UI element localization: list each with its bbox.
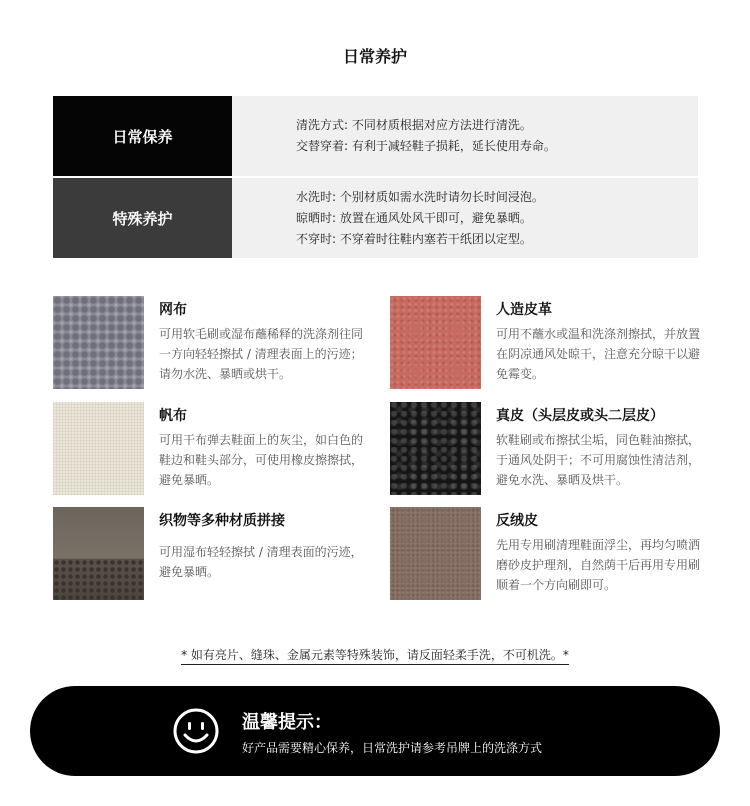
daily-care-label: 日常保养 (53, 96, 232, 176)
mesh-swatch (53, 296, 144, 389)
special-care-line: 晾晒时: 放置在通风处风干即可，避免暴晒。 (296, 210, 532, 225)
canvas-swatch (53, 402, 144, 495)
material-leather (390, 402, 700, 496)
footnote (0, 644, 750, 663)
daily-care-line: 清洗方式: 不同材质根据对应方法进行清洗。 (296, 118, 532, 132)
material-name: 人造皮革 (496, 302, 552, 318)
leather-swatch (390, 402, 481, 495)
special-care-line: 水洗时: 个别材质如需水洗时请勿长时间浸泡。 (296, 189, 544, 204)
tip-banner (30, 686, 720, 776)
pu-leather-swatch (390, 296, 481, 389)
material-canvas (53, 402, 363, 496)
material-desc: 先用专用刷清理鞋面浮尘，再均匀喷洒磨砂皮护理剂，自然荫干后再用专用刷顺着一个方向刷即可。 (496, 538, 701, 592)
material-name: 真皮（头层皮或头二层皮） (496, 408, 664, 424)
material-desc: 软鞋刷或布擦拭尘垢，同色鞋油擦拭，于通风处阴干；不可用腐蚀性清洁剂，避免水洗、暴晒及烘干。 (496, 433, 701, 487)
material-desc: 可用不蘸水或温和洗涤剂擦拭，并放置在阴凉通风处晾干，注意充分晾干以避免霉变。 (496, 327, 701, 381)
page-title: 日常养护 (342, 47, 407, 66)
care-table (53, 96, 698, 258)
material-name: 反绒皮 (496, 513, 538, 529)
suede-swatch (390, 507, 481, 600)
material-name: 网布 (159, 302, 187, 318)
material-mesh (53, 296, 363, 390)
special-care-row (53, 178, 698, 258)
special-care-label: 特殊养护 (53, 178, 232, 258)
daily-care-line: 交替穿着: 有利于减轻鞋子损耗，延长使用寿命。 (296, 139, 556, 153)
mixed-fabric-swatch (53, 507, 144, 600)
daily-care-body (232, 96, 698, 176)
footnote-text: * 如有亮片、缝珠、金属元素等特殊装饰，请反面轻柔手洗，不可机洗。* (181, 648, 569, 665)
material-desc: 可用湿布轻轻擦拭 / 清理表面的污迹，避免暴晒。 (159, 545, 363, 579)
material-desc: 可用软毛刷或湿布蘸稀释的洗涤剂往同一方向轻轻擦拭 / 清理表面上的污迹；请勿水洗、暴晒或烘干。 (159, 327, 364, 381)
tip-text: 好产品需要精心保养，日常洗护请参考吊牌上的洗涤方式 (242, 741, 543, 755)
material-desc: 可用干布弹去鞋面上的灰尘，如白色的鞋边和鞋头部分，可使用橡皮擦擦拭，避免暴晒。 (159, 433, 364, 487)
material-name: 帆布 (159, 408, 187, 424)
material-suede (390, 507, 700, 601)
tip-title: 温馨提示： (242, 712, 332, 733)
material-mixed (53, 507, 363, 601)
special-care-line: 不穿时: 不穿着时往鞋内塞若干纸团以定型。 (296, 231, 532, 246)
smiley-icon (172, 707, 220, 755)
material-pu (390, 296, 700, 390)
special-care-body (232, 178, 698, 258)
material-name: 织物等多种材质拼接 (159, 513, 285, 529)
daily-care-row (53, 96, 698, 176)
